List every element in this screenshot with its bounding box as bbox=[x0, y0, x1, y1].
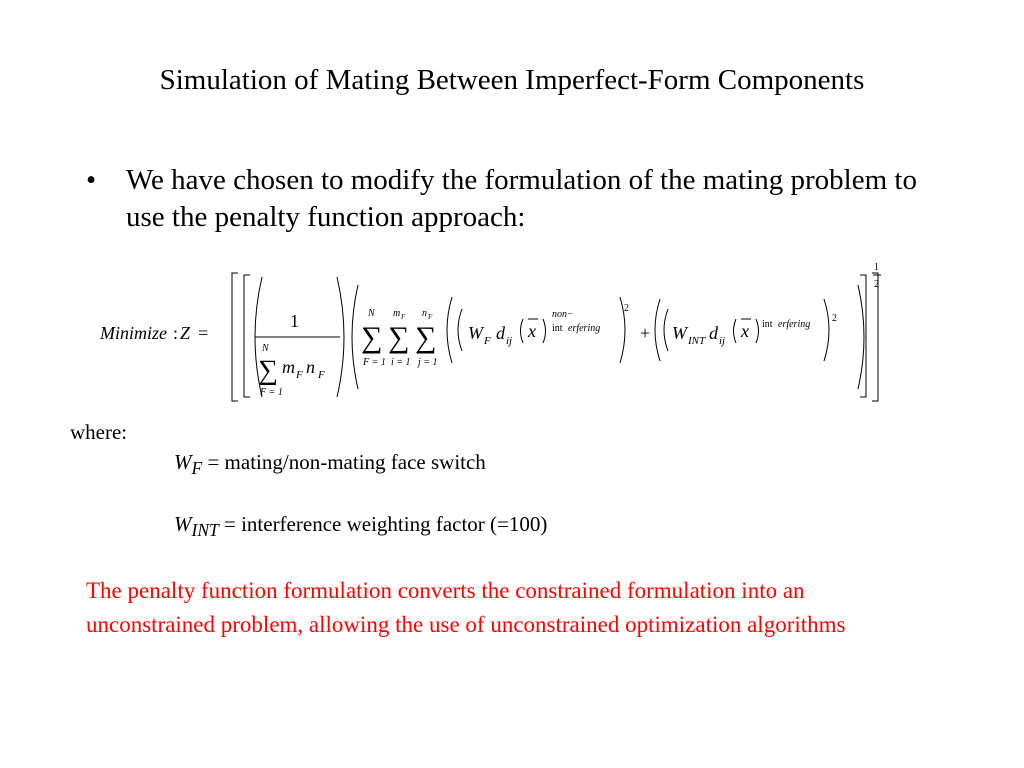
sum2-upper-sub: F bbox=[401, 313, 406, 321]
sum2-lower: i = 1 bbox=[391, 357, 411, 368]
sum2-sigma: ∑ bbox=[388, 321, 410, 354]
sum3-upper-n: n bbox=[422, 308, 427, 319]
n-variable: n bbox=[306, 357, 315, 377]
wf-definition-symbol: W bbox=[174, 450, 192, 474]
minimize-label: Minimize bbox=[100, 323, 167, 343]
wf-symbol: W bbox=[468, 323, 483, 343]
exp1-non: non− bbox=[552, 309, 574, 320]
slide-title: Simulation of Mating Between Imperfect-Form Components bbox=[159, 64, 865, 96]
d-symbol-2: d bbox=[709, 323, 718, 343]
wint-definition-symbol: W bbox=[174, 512, 192, 536]
sum1-lower: F = 1 bbox=[363, 357, 386, 368]
x-symbol-2: x bbox=[741, 321, 749, 341]
x-symbol-1: x bbox=[528, 321, 536, 341]
wint-symbol: W bbox=[672, 323, 687, 343]
sum1-upper: N bbox=[368, 308, 375, 319]
sum3-lower: j = 1 bbox=[418, 357, 438, 368]
d-subscript-2: ij bbox=[719, 335, 726, 347]
denominator-sum-lower: F = 1 bbox=[260, 387, 283, 398]
exp1-int: int bbox=[552, 323, 563, 334]
plus-sign: + bbox=[640, 323, 651, 343]
wf-subscript: F bbox=[484, 335, 491, 347]
numerator-one: 1 bbox=[290, 311, 299, 331]
half-exponent-numerator: 1 bbox=[874, 262, 879, 273]
wint-subscript: INT bbox=[688, 335, 706, 347]
where-label: where: bbox=[70, 420, 128, 444]
wf-definition-text: = mating/non-mating face switch bbox=[202, 450, 486, 474]
penalty-function-equation bbox=[92, 255, 892, 405]
m-variable: m bbox=[282, 357, 295, 377]
bullet-text: We have chosen to modify the formulation of the mating problem to use the penalty function approach: bbox=[126, 164, 917, 233]
denominator-sum-upper: N bbox=[262, 343, 269, 354]
bullet-marker: • bbox=[86, 164, 97, 196]
denominator-sigma: ∑ bbox=[258, 355, 278, 386]
d-symbol-1: d bbox=[496, 323, 505, 343]
wint-definition-subscript: INT bbox=[191, 520, 219, 541]
z-variable: Z bbox=[180, 323, 191, 343]
sum3-upper-sub: F bbox=[428, 313, 433, 321]
definition-wint bbox=[174, 512, 547, 541]
definition-wf bbox=[174, 450, 486, 479]
exp2-int: int bbox=[762, 319, 773, 330]
m-subscript: F bbox=[296, 369, 303, 381]
d-subscript-1: ij bbox=[506, 335, 513, 347]
colon: : bbox=[173, 323, 179, 343]
half-exponent-denominator: 2 bbox=[874, 279, 879, 290]
sum2-upper-m: m bbox=[393, 308, 401, 319]
square-exponent-2: 2 bbox=[832, 313, 837, 324]
sum1-sigma: ∑ bbox=[361, 321, 383, 354]
square-exponent-1: 2 bbox=[624, 303, 629, 314]
n-subscript: F bbox=[318, 369, 325, 381]
wint-definition-text: = interference weighting factor (=100) bbox=[218, 512, 548, 536]
sum3-sigma: ∑ bbox=[415, 321, 437, 354]
equals-sign: = bbox=[198, 323, 209, 343]
exp1-erfering: erfering bbox=[568, 323, 601, 334]
exp2-erfering: erfering bbox=[778, 319, 811, 330]
penalty-function-note: The penalty function formulation converts the constrained formulation into an unconstrained problem, allowing the use of unconstrained optimization algorithms bbox=[86, 578, 846, 637]
wf-definition-subscript: F bbox=[191, 458, 203, 479]
